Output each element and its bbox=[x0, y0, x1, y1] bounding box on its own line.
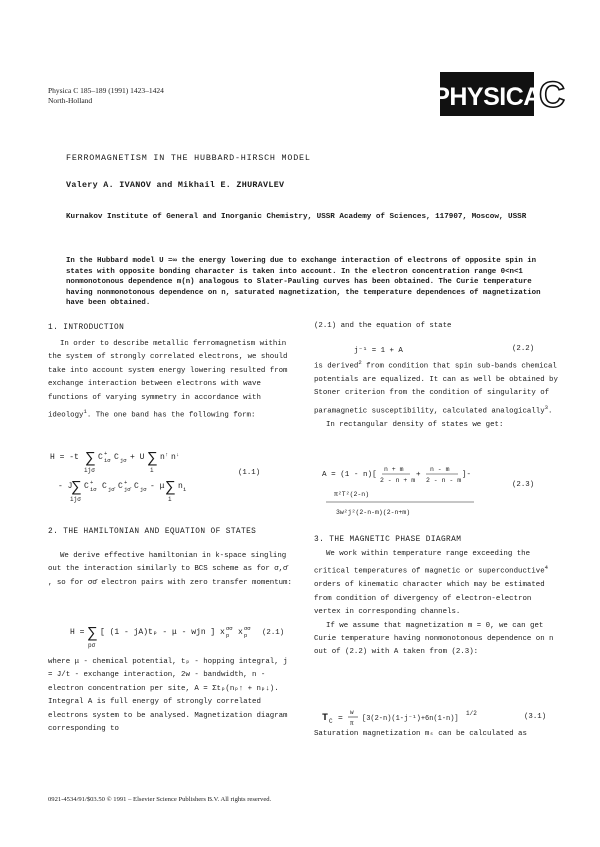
svg-text:[ (1 - jA)tₚ - μ - wjn ]: [ (1 - jA)tₚ - μ - wjn ] bbox=[100, 628, 216, 637]
svg-text:3w²j²(2-n-m)(2-n+m): 3w²j²(2-n-m)(2-n+m) bbox=[336, 509, 411, 516]
svg-text:C: C bbox=[102, 482, 107, 491]
svg-text:n: n bbox=[160, 453, 165, 462]
svg-text:n + m: n + m bbox=[384, 466, 404, 473]
svg-text:w: w bbox=[350, 709, 354, 716]
svg-text:1/2: 1/2 bbox=[466, 710, 477, 717]
svg-text:n - m: n - m bbox=[430, 466, 450, 473]
svg-text:n: n bbox=[171, 453, 176, 462]
svg-text:+: + bbox=[90, 479, 94, 486]
article-authors: Valery A. IVANOV and Mikhail E. ZHURAVLEV bbox=[66, 180, 285, 190]
svg-text:∑: ∑ bbox=[86, 450, 96, 467]
affiliation: Kurnakov Institute of General and Inorganic Chemistry, USSR Academy of Sciences, 117907, Moscow, USSR bbox=[66, 213, 527, 221]
equation-2-3 bbox=[314, 456, 564, 528]
svg-text:C: C bbox=[84, 482, 89, 491]
svg-text:i: i bbox=[168, 496, 172, 503]
svg-text:+ U: + U bbox=[130, 453, 145, 462]
right-column-lead: (2.1) and the equation of state bbox=[314, 322, 452, 330]
eq-3-1-number: (3.1) bbox=[524, 713, 547, 721]
logo-letter: C bbox=[539, 74, 565, 115]
publisher: North-Holland bbox=[48, 96, 93, 105]
svg-text:jσ̄: jσ̄ bbox=[108, 486, 115, 493]
svg-text:C: C bbox=[329, 718, 333, 725]
svg-text:↓: ↓ bbox=[176, 451, 180, 458]
svg-text:π²T²(2-n): π²T²(2-n) bbox=[334, 491, 370, 498]
svg-text:C: C bbox=[114, 453, 119, 462]
section-introduction-heading: 1. INTRODUCTION bbox=[48, 324, 125, 332]
svg-text:∑: ∑ bbox=[88, 625, 98, 642]
copyright-footer: 0921-4534/91/$03.50 © 1991 – Elsevier Science Publishers B.V. All rights reserved. bbox=[48, 796, 272, 803]
equation-1-1 bbox=[48, 446, 298, 504]
journal-citation-block bbox=[48, 86, 164, 106]
svg-text:π: π bbox=[350, 720, 354, 727]
svg-text:jσ: jσ bbox=[120, 457, 127, 464]
phase-paragraphs: We work within temperature range exceeding the critical temperatures of magnetic or superconductive$^4$ orders of kinematic character which may be estimated from condition of divergency of electron-electron vertex in corresponding channels. If we assume that magnetization m = 0, we can get Curie temperature having nonmonotonous dependence on n out of (2.2) with A taken from (2.3): bbox=[314, 550, 554, 657]
svg-text:C: C bbox=[98, 453, 103, 462]
svg-text:↑: ↑ bbox=[165, 451, 169, 458]
svg-text:T: T bbox=[322, 713, 329, 724]
svg-text:pσ: pσ bbox=[88, 642, 96, 649]
introduction-paragraph: In order to describe metallic ferromagnetism within the system of strongly correlated electrons, we should take into account system energy lowering resulted from exchange interaction between electrons with wave functions of varying symmetry in accordance with ideology$^1$. The one band has the following form: bbox=[48, 340, 288, 420]
svg-text:jσ̄: jσ̄ bbox=[124, 486, 131, 493]
svg-text:]-: ]- bbox=[462, 471, 472, 479]
svg-text:A = (1 - n)[: A = (1 - n)[ bbox=[322, 471, 377, 479]
svg-text:p: p bbox=[244, 632, 248, 639]
svg-text:ijσ: ijσ bbox=[70, 496, 81, 503]
svg-text:∑: ∑ bbox=[166, 479, 176, 496]
hamiltonian-paragraph-2: where μ - chemical potential, tₚ - hopping integral, j = J/t - exchange interaction, 2w - bandwidth, n - electron concentration per site, A = Σtₚ(nₚ↑ + nₚ↓). Integral A is full energy of strongly correlated electrons system to be analysed. Magnetization diagram corresponding to bbox=[48, 658, 288, 734]
eq-2-1-number: (2.1) bbox=[262, 629, 285, 637]
logo-text: PHYSICA bbox=[433, 83, 541, 111]
article-title: FERROMAGNETISM IN THE HUBBARD-HIRSCH MODEL bbox=[66, 153, 311, 163]
eq-2-3-number: (2.3) bbox=[512, 481, 535, 489]
physica-logo bbox=[433, 72, 565, 116]
section-hamiltonian-heading: 2. THE HAMILTONIAN AND EQUATION OF STATES bbox=[48, 528, 257, 536]
svg-text:x: x bbox=[220, 628, 225, 637]
svg-text:+: + bbox=[416, 471, 421, 479]
svg-text:∑: ∑ bbox=[72, 479, 82, 496]
journal-citation: Physica C 185–189 (1991) 1423–1424 bbox=[48, 86, 164, 95]
svg-text:+: + bbox=[124, 479, 128, 486]
svg-text:jσ: jσ bbox=[140, 486, 147, 493]
equation-2-1 bbox=[48, 616, 298, 650]
hamiltonian-paragraph-1: We derive effective hamiltonian in k-space singling out the interaction similarly to BCS scheme as for σ,σ̄ , so for σσ̄ electron pairs with zero transfer momentum: bbox=[48, 552, 292, 587]
svg-text:iσ: iσ bbox=[104, 457, 111, 464]
svg-text:- J: - J bbox=[58, 482, 73, 491]
eq-1-1-number: (1.1) bbox=[238, 469, 261, 477]
svg-text:σσ: σσ bbox=[244, 625, 251, 632]
section-phase-heading: 3. THE MAGNETIC PHASE DIAGRAM bbox=[314, 536, 462, 544]
svg-text:σσ: σσ bbox=[226, 625, 233, 632]
svg-text:i: i bbox=[183, 486, 187, 493]
svg-text:=: = bbox=[338, 714, 343, 723]
eq-2-2-number: (2.2) bbox=[512, 345, 535, 353]
abstract: In the Hubbard model U =∞ the energy lowering due to exchange interaction of electrons of opposite spin in states with opposite bonding character is taken into account. In the electron concentration range 0<n<1 nonmonotonous dependence m(n) analogous to Slater-Pauling curves has been obtained. The Curie temperature having nonmonotonous dependence on n, saturated magnetization, the temperature dependences of magnetization have been obtained. bbox=[66, 257, 541, 307]
svg-text:iσ: iσ bbox=[90, 486, 97, 493]
svg-text:2 - n - m: 2 - n - m bbox=[426, 477, 462, 484]
phase-paragraph-3: Saturation magnetization mₛ can be calculated as bbox=[314, 730, 527, 738]
svg-text:x: x bbox=[238, 628, 243, 637]
svg-text:+: + bbox=[104, 450, 108, 457]
svg-text:ijσ: ijσ bbox=[84, 467, 95, 474]
svg-text:i: i bbox=[150, 467, 154, 474]
svg-text:C: C bbox=[134, 482, 139, 491]
svg-text:H = -t: H = -t bbox=[50, 453, 79, 462]
svg-text:p: p bbox=[226, 632, 230, 639]
svg-text:- μ: - μ bbox=[150, 482, 165, 491]
equation-3-1 bbox=[314, 704, 564, 730]
svg-text:[3(2-n)(1-j⁻¹)+6n(1-n)]: [3(2-n)(1-j⁻¹)+6n(1-n)] bbox=[362, 715, 459, 723]
svg-text:C: C bbox=[118, 482, 123, 491]
svg-text:2 - n + m: 2 - n + m bbox=[380, 477, 416, 484]
svg-text:H =: H = bbox=[70, 628, 85, 637]
equation-2-2: j⁻¹ = 1 + A bbox=[354, 347, 403, 355]
right-paragraph-1: is derived$^2$ from condition that spin sub-bands chemical potentials are equalized. It can as well be obtained by Stoner criterion from the condition of singularity of paramagnetic susceptibility, calculated analogically$^3$. In rectangular density of states we get: bbox=[314, 359, 558, 429]
svg-text:n: n bbox=[178, 482, 183, 491]
svg-text:∑: ∑ bbox=[148, 450, 158, 467]
